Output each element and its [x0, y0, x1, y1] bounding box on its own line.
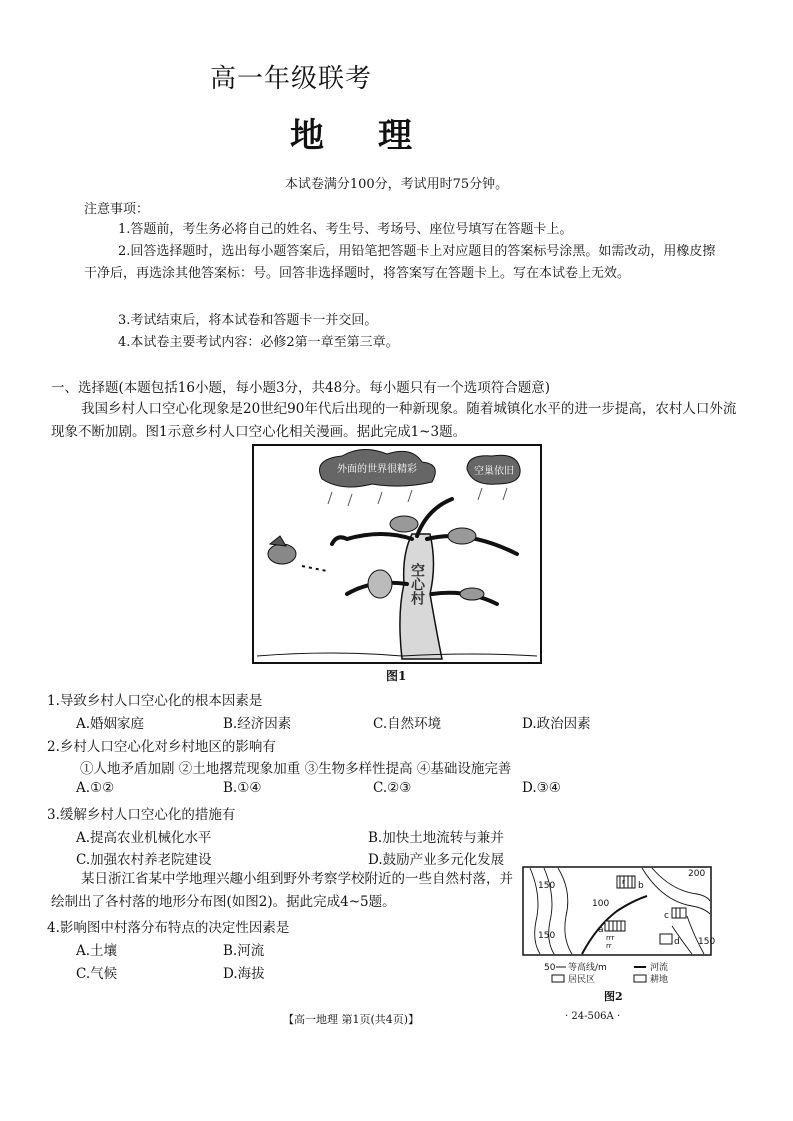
banner-right: 空巢依旧	[474, 466, 514, 477]
question-4-stem: 4.影响图中村落分布特点的决定性因素是	[47, 920, 290, 936]
svg-text:rr: rr	[606, 942, 612, 950]
question-3-option-c: C.加强农村养老院建设	[76, 852, 212, 868]
question-4-option-b: B.河流	[223, 943, 265, 959]
figure-2-map	[522, 866, 716, 986]
point-label: b	[638, 881, 644, 891]
legend-settlement: 居民区	[568, 975, 596, 985]
question-3-option-b: B.加快土地流转与兼并	[368, 830, 504, 846]
legend-contour: 等高线/m	[568, 963, 607, 973]
question-1-stem: 1.导致乡村人口空心化的根本因素是	[47, 693, 263, 709]
question-3-option-d: D.鼓励产业多元化发展	[368, 852, 505, 868]
question-4-option-a: A.土壤	[76, 943, 118, 959]
section-intro: 我国乡村人口空心化现象是20世纪90年代后出现的一种新现象。随着城镇化水平的进一步提高，农村人口外流现象不断加剧。图1示意乡村人口空心化相关漫画。据此完成1~3题。	[51, 401, 737, 440]
svg-text:rrr: rrr	[606, 934, 615, 942]
point-label: c	[664, 911, 669, 921]
subject-title: 地理	[290, 116, 466, 156]
legend-river: 河流	[650, 963, 669, 973]
question-4-option-d: D.海拔	[223, 966, 265, 982]
contour-label: 100	[592, 899, 610, 909]
footer-code: · 24-506A ·	[565, 1011, 621, 1022]
section-title: 一、选择题(本题包括16小题，每小题3分，共48分。每小题只有一个选项符合题意)	[51, 380, 550, 396]
note-item: 3.考试结束后，将本试卷和答题卡一并交回。	[118, 313, 378, 328]
section-intro-2: 某日浙江省某中学地理兴趣小组到野外考察学校附近的一些自然村落，并绘制出了各村落的地形分布图(如图2)。据此完成4~5题。	[51, 871, 513, 910]
question-3-stem: 3.缓解乡村人口空心化的措施有	[47, 807, 236, 823]
point-label: d	[674, 937, 680, 947]
figure-2-caption: 图2	[604, 990, 623, 1003]
point-label: a	[598, 925, 604, 935]
contour-label: 150	[538, 881, 556, 891]
trunk-text: 空心村	[409, 563, 425, 605]
note-item: 4.本试卷主要考试内容：必修2第一章至第三章。	[118, 335, 399, 350]
question-2-option-b: B.①④	[223, 780, 262, 796]
contour-label: 200	[688, 869, 706, 879]
question-2-statements: ①人地矛盾加剧 ②土地撂荒现象加重 ③生物多样性提高 ④基础设施完善	[80, 761, 512, 777]
note-item: 1.答题前，考生务必将自己的姓名、考生号、考场号、座位号填写在答题卡上。	[118, 222, 573, 237]
question-3-option-a: A.提高农业机械化水平	[76, 830, 212, 846]
footer-page-info: 【高一地理 第1页(共4页)】	[283, 1013, 420, 1026]
contour-label: 150	[698, 937, 716, 947]
exam-title: 高一年级联考	[210, 64, 373, 94]
contour-label: 150	[538, 931, 556, 941]
score-line: 本试卷满分100分，考试用时75分钟。	[284, 177, 509, 192]
legend-contour-value: 50	[544, 963, 556, 973]
question-4-option-c: C.气候	[76, 966, 118, 982]
notes-title: 注意事项：	[84, 202, 150, 217]
legend-farmland: 耕地	[650, 975, 669, 985]
question-1-option-a: A.婚姻家庭	[76, 716, 145, 732]
question-2-stem: 2.乡村人口空心化对乡村地区的影响有	[47, 739, 276, 755]
figure-1-caption: 图1	[386, 669, 407, 683]
question-2-option-c: C.②③	[373, 780, 412, 796]
svg-text:r: r	[622, 878, 625, 886]
note-item: 2.回答选择题时，选出每小题答案后，用铅笔把答题卡上对应题目的答案标号涂黑。如需改动，用橡皮擦干净后，再选涂其他答案标：号。回答非选择题时，将答案写在答题卡上。写在本试卷上无效。	[84, 244, 716, 281]
question-1-option-d: D.政治因素	[522, 716, 591, 732]
question-2-option-a: A.①②	[76, 780, 115, 796]
question-1-option-b: B.经济因素	[223, 716, 292, 732]
question-1-option-c: C.自然环境	[373, 716, 442, 732]
question-2-option-d: D.③④	[522, 780, 561, 796]
figure-1-cartoon	[252, 444, 542, 664]
banner-left: 外面的世界很精彩	[337, 464, 417, 475]
